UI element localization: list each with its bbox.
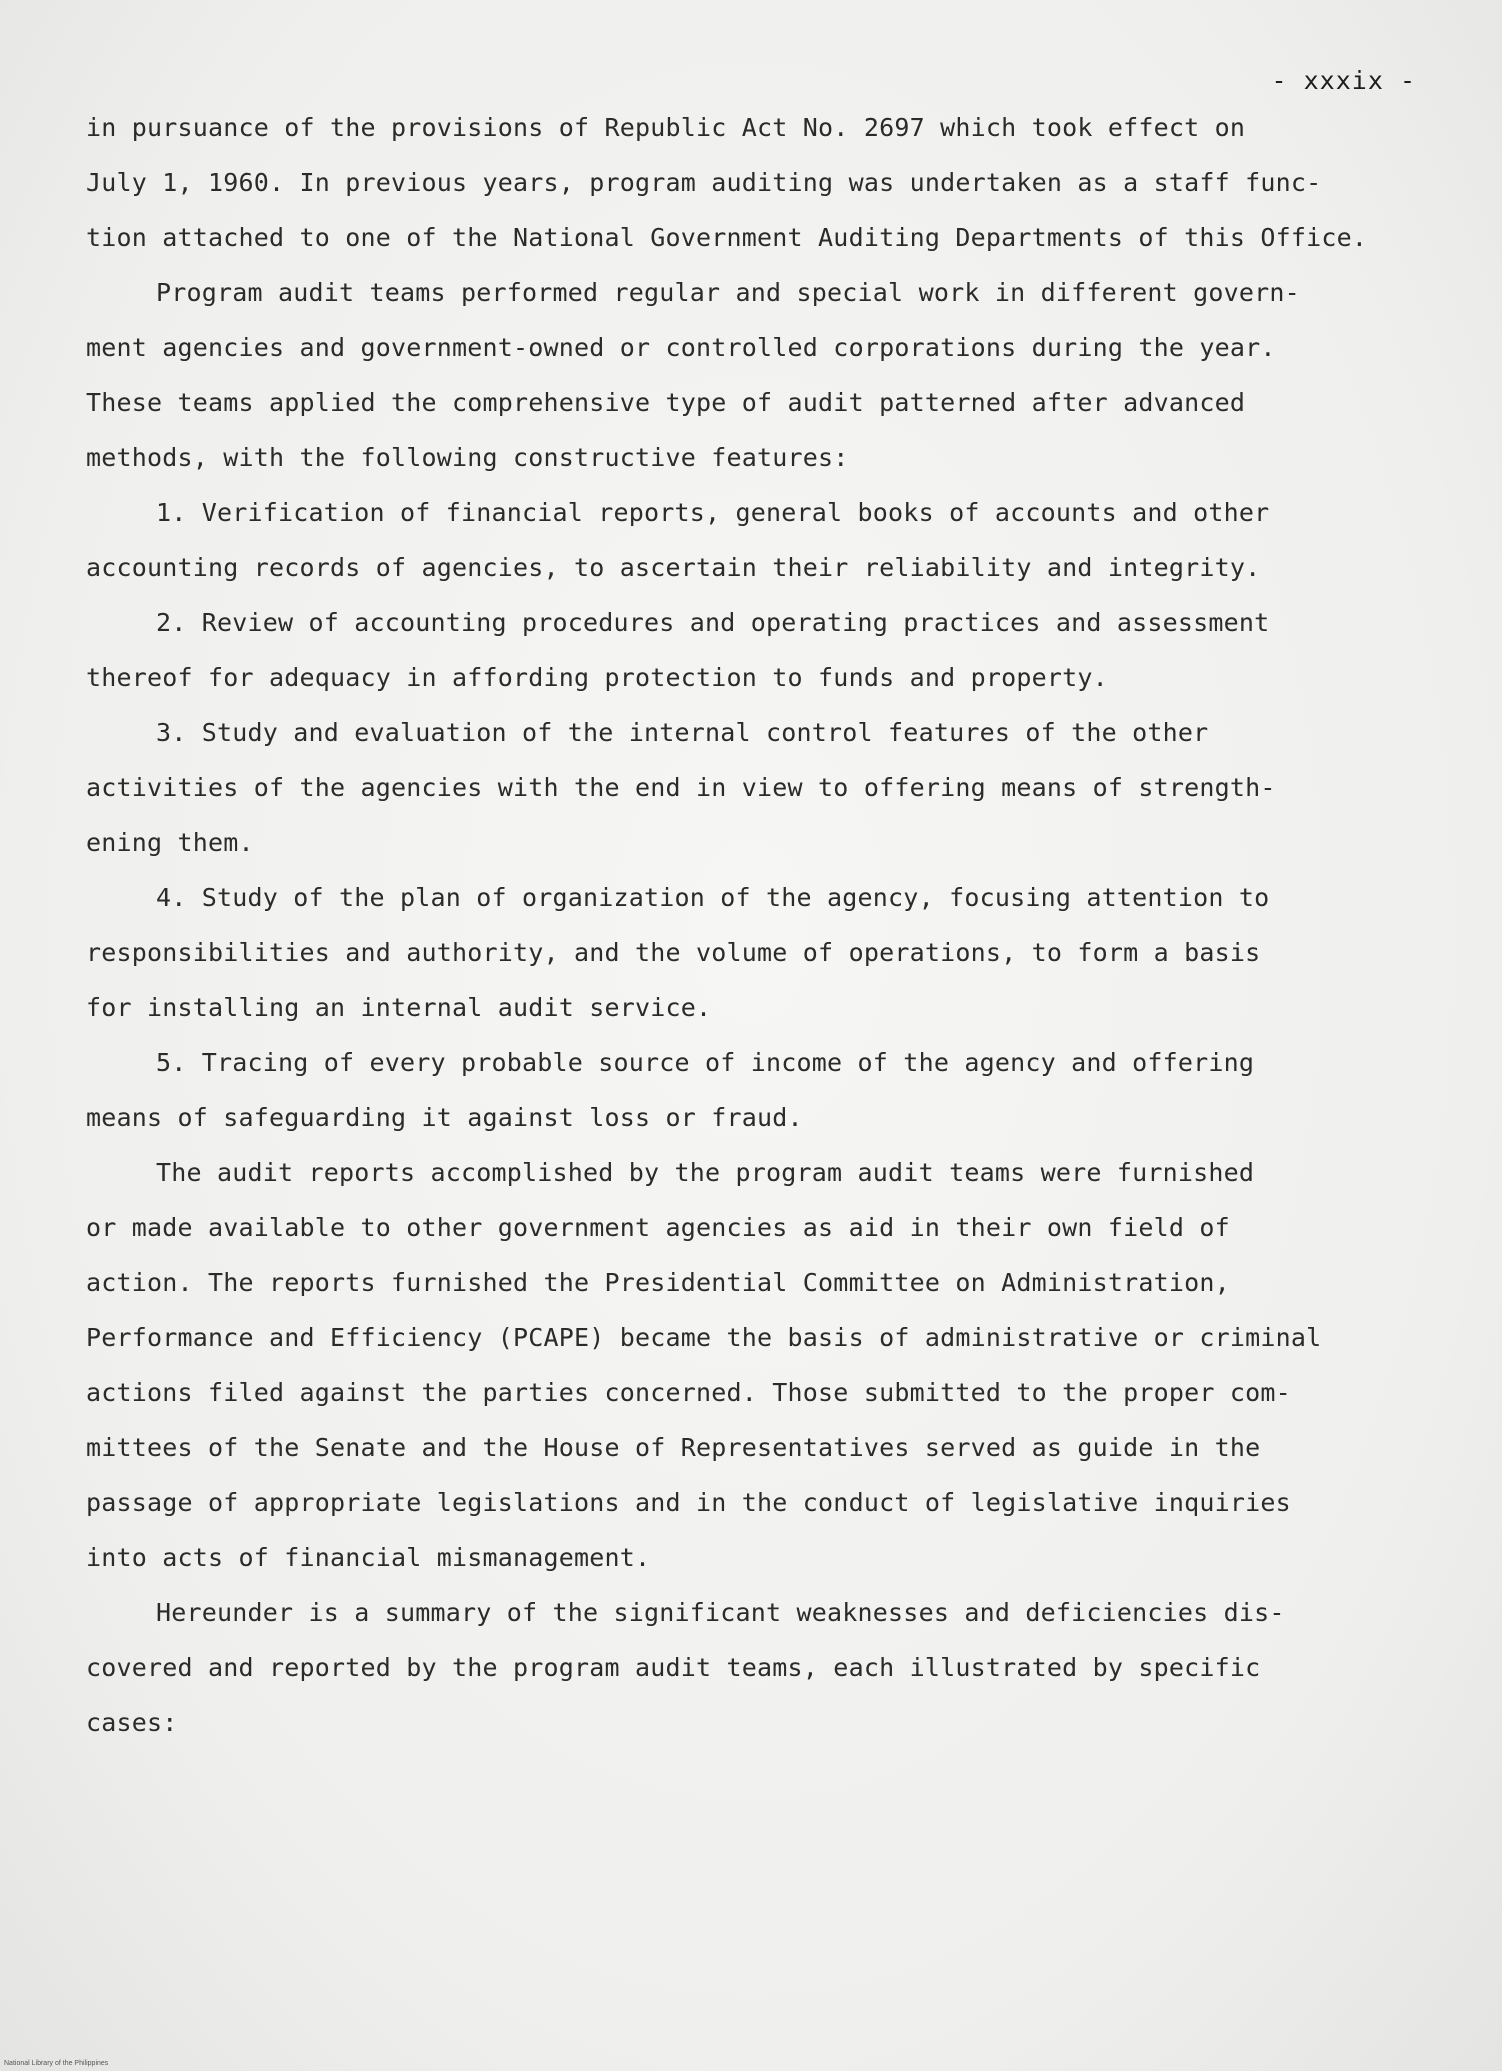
- text-line: covered and reported by the program audit teams, each illustrated by specific: [86, 1653, 1261, 1682]
- text-line: means of safeguarding it against loss or fraud.: [86, 1103, 803, 1132]
- list-item-4: 4. Study of the plan of organization of the agency, focusing attention to: [156, 883, 1270, 912]
- text-line: activities of the agencies with the end in view to offering means of strength-: [86, 773, 1276, 802]
- text-line: ment agencies and government-owned or controlled corporations during the year.: [86, 333, 1276, 362]
- text-line: into acts of financial mismanagement.: [86, 1543, 651, 1572]
- text-line: responsibilities and authority, and the volume of operations, to form a basis: [86, 938, 1261, 967]
- text-line: or made available to other government agencies as aid in their own field of: [86, 1213, 1230, 1242]
- text-line: cases:: [86, 1708, 178, 1737]
- paragraph-start: Hereunder is a summary of the significant weaknesses and deficiencies dis-: [156, 1598, 1285, 1627]
- text-line: passage of appropriate legislations and in the conduct of legislative inquiries: [86, 1488, 1291, 1517]
- text-line: ening them.: [86, 828, 254, 857]
- text-line: methods, with the following constructive features:: [86, 443, 849, 472]
- text-line: mittees of the Senate and the House of Representatives served as guide in the: [86, 1433, 1261, 1462]
- text-line: for installing an internal audit service.: [86, 993, 712, 1022]
- list-item-1: 1. Verification of financial reports, general books of accounts and other: [156, 498, 1270, 527]
- text-line: accounting records of agencies, to ascertain their reliability and integrity.: [86, 553, 1261, 582]
- text-line: Performance and Efficiency (PCAPE) became the basis of administrative or criminal: [86, 1323, 1322, 1352]
- page-number: - xxxix -: [1271, 66, 1416, 95]
- text-line: These teams applied the comprehensive type of audit patterned after advanced: [86, 388, 1246, 417]
- list-item-3: 3. Study and evaluation of the internal control features of the other: [156, 718, 1209, 747]
- text-line: in pursuance of the provisions of Republic Act No. 2697 which took effect on: [86, 113, 1246, 142]
- footer-note: National Library of the Philippines: [4, 2060, 109, 2067]
- document-body: [86, 100, 1426, 1750]
- paragraph-start: The audit reports accomplished by the program audit teams were furnished: [156, 1158, 1255, 1187]
- text-line: action. The reports furnished the Presidential Committee on Administration,: [86, 1268, 1230, 1297]
- text-line: thereof for adequacy in affording protection to funds and property.: [86, 663, 1108, 692]
- text-line: July 1, 1960. In previous years, program auditing was undertaken as a staff func-: [86, 168, 1322, 197]
- text-line: tion attached to one of the National Government Auditing Departments of this Office.: [86, 223, 1368, 252]
- list-item-2: 2. Review of accounting procedures and operating practices and assessment: [156, 608, 1270, 637]
- list-item-5: 5. Tracing of every probable source of income of the agency and offering: [156, 1048, 1255, 1077]
- text-line: actions filed against the parties concerned. Those submitted to the proper com-: [86, 1378, 1291, 1407]
- paragraph-start: Program audit teams performed regular and special work in different govern-: [156, 278, 1300, 307]
